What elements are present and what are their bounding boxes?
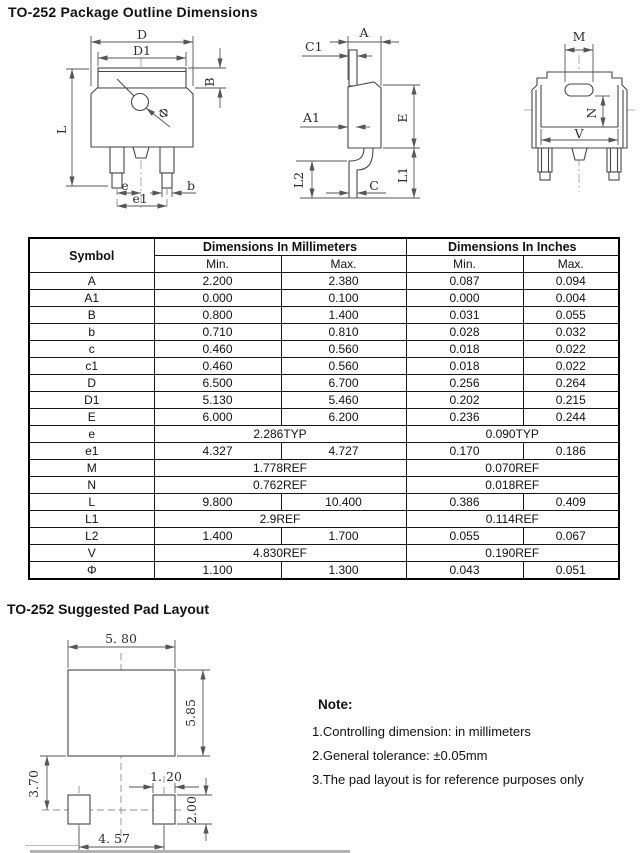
- table-cell: 0.032: [523, 324, 619, 341]
- table-cell: 0.051: [523, 562, 619, 580]
- table-row: [29, 528, 619, 545]
- table-cell: 0.018: [406, 358, 523, 375]
- table-cell: E: [29, 409, 154, 426]
- back-label-M: M: [572, 29, 586, 44]
- table-cell: 0.460: [154, 358, 281, 375]
- table-row: [29, 409, 619, 426]
- table-row: [29, 477, 619, 494]
- header-inch-group: Dimensions In Inches: [406, 238, 619, 256]
- side-label-L2: L2: [291, 171, 306, 189]
- table-row: [29, 562, 619, 580]
- side-label-C1: C1: [305, 39, 323, 54]
- table-cell: D: [29, 375, 154, 392]
- table-cell: 0.202: [406, 392, 523, 409]
- table-cell: e1: [29, 443, 154, 460]
- table-cell: 6.500: [154, 375, 281, 392]
- table-header-row: [29, 238, 619, 256]
- table-cell: 0.256: [406, 375, 523, 392]
- back-view-drawing: [524, 29, 636, 192]
- table-cell: D1: [29, 392, 154, 409]
- table-cell: 1.400: [281, 307, 406, 324]
- table-cell: 0.000: [406, 290, 523, 307]
- table-cell: M: [29, 460, 154, 477]
- table-cell: 4.327: [154, 443, 281, 460]
- table-cell: 0.560: [281, 341, 406, 358]
- table-row: [29, 358, 619, 375]
- table-cell: 2.200: [154, 273, 281, 290]
- side-view-drawing: [291, 25, 420, 198]
- table-cell: c1: [29, 358, 154, 375]
- note-item: 2.General tolerance: ±0.05mm: [312, 748, 488, 763]
- side-label-L1: L1: [395, 166, 410, 184]
- table-cell: 0.236: [406, 409, 523, 426]
- table-cell: 4.727: [281, 443, 406, 460]
- table-cell: 6.200: [281, 409, 406, 426]
- cropped-extension-line: [25, 845, 78, 846]
- table-cell: 0.087: [406, 273, 523, 290]
- table-row: [29, 545, 619, 562]
- table-cell: 0.710: [154, 324, 281, 341]
- pad-layout-title: TO-252 Suggested Pad Layout: [7, 601, 210, 617]
- table-row: [29, 443, 619, 460]
- table-cell: 0.094: [523, 273, 619, 290]
- table-cell: 0.018: [406, 341, 523, 358]
- table-row: [29, 290, 619, 307]
- table-cell: A: [29, 273, 154, 290]
- table-cell: 0.386: [406, 494, 523, 511]
- table-cell: 0.055: [406, 528, 523, 545]
- table-cell: L: [29, 494, 154, 511]
- table-cell: V: [29, 545, 154, 562]
- front-label-L: L: [54, 125, 69, 135]
- table-cell: 0.215: [523, 392, 619, 409]
- note-item: 3.The pad layout is for reference purposes only: [312, 772, 584, 787]
- table-cell: 1.778REF: [154, 460, 406, 477]
- table-cell: 0.070REF: [406, 460, 619, 477]
- table-row: [29, 375, 619, 392]
- pad-label-height: 5.85: [183, 699, 198, 727]
- table-cell: 0.022: [523, 341, 619, 358]
- header-in-min: Min.: [406, 256, 523, 273]
- table-cell: 0.170: [406, 443, 523, 460]
- table-cell: 0.000: [154, 290, 281, 307]
- table-cell: 1.700: [281, 528, 406, 545]
- table-row: [29, 392, 619, 409]
- table-row: [29, 307, 619, 324]
- table-cell: 5.460: [281, 392, 406, 409]
- table-cell: 6.000: [154, 409, 281, 426]
- page-title: TO-252 Package Outline Dimensions: [8, 4, 258, 20]
- table-cell: 0.100: [281, 290, 406, 307]
- front-label-B: B: [202, 77, 217, 87]
- pad-label-pitch: 4. 57: [98, 831, 130, 846]
- front-label-D: D: [136, 27, 148, 42]
- table-cell: b: [29, 324, 154, 341]
- header-mm-max: Max.: [281, 256, 406, 273]
- side-label-A: A: [359, 25, 369, 40]
- front-label-e1: e1: [132, 191, 148, 206]
- table-cell: 0.244: [523, 409, 619, 426]
- table-cell: 0.114REF: [406, 511, 619, 528]
- table-cell: 0.022: [523, 358, 619, 375]
- side-label-C: C: [369, 178, 379, 193]
- table-cell: 4.830REF: [154, 545, 406, 562]
- front-label-b: b: [186, 178, 196, 193]
- table-cell: 2.9REF: [154, 511, 406, 528]
- side-label-E: E: [395, 113, 410, 123]
- table-cell: c: [29, 341, 154, 358]
- pad-label-pad-width: 1. 20: [150, 769, 182, 784]
- table-cell: B: [29, 307, 154, 324]
- note-item: 1.Controlling dimension: in millimeters: [312, 724, 531, 739]
- table-row: [29, 273, 619, 290]
- table-cell: 0.810: [281, 324, 406, 341]
- table-cell: 0.190REF: [406, 545, 619, 562]
- table-cell: 0.762REF: [154, 477, 406, 494]
- notes-block: [312, 697, 584, 797]
- table-cell: 1.300: [281, 562, 406, 580]
- table-row: [29, 494, 619, 511]
- side-label-A1: A1: [303, 110, 320, 125]
- table-cell: 0.067: [523, 528, 619, 545]
- header-in-max: Max.: [523, 256, 619, 273]
- table-cell: Φ: [29, 562, 154, 580]
- table-cell: 0.031: [406, 307, 523, 324]
- table-cell: L1: [29, 511, 154, 528]
- table-cell: e: [29, 426, 154, 443]
- table-row: [29, 511, 619, 528]
- package-outline-drawing: [0, 0, 642, 235]
- pad-label-pad-height: 2.00: [184, 796, 199, 824]
- table-cell: 0.043: [406, 562, 523, 580]
- table-row: [29, 426, 619, 443]
- table-cell: L2: [29, 528, 154, 545]
- front-label-phi: Φ: [154, 104, 173, 122]
- table-cell: 0.800: [154, 307, 281, 324]
- table-cell: 0.055: [523, 307, 619, 324]
- dimension-table-body: [29, 273, 619, 580]
- table-cell: 2.380: [281, 273, 406, 290]
- table-cell: 0.004: [523, 290, 619, 307]
- back-label-V: V: [574, 126, 584, 141]
- table-cell: 6.700: [281, 375, 406, 392]
- table-cell: 0.560: [281, 358, 406, 375]
- table-cell: 5.130: [154, 392, 281, 409]
- table-cell: 0.018REF: [406, 477, 619, 494]
- table-cell: 0.186: [523, 443, 619, 460]
- header-mm-min: Min.: [154, 256, 281, 273]
- table-cell: N: [29, 477, 154, 494]
- table-cell: 0.090TYP: [406, 426, 619, 443]
- table-cell: 0.409: [523, 494, 619, 511]
- notes-heading: Note:: [318, 697, 353, 712]
- table-cell: 9.800: [154, 494, 281, 511]
- front-view-drawing: [54, 27, 226, 210]
- table-cell: 1.400: [154, 528, 281, 545]
- pad-label-top-width: 5. 80: [105, 631, 137, 646]
- dimensions-table: [28, 237, 620, 580]
- table-cell: 1.100: [154, 562, 281, 580]
- table-row: [29, 341, 619, 358]
- back-label-N: N: [584, 107, 599, 119]
- header-mm-group: Dimensions In Millimeters: [154, 238, 406, 256]
- table-cell: 2.286TYP: [154, 426, 406, 443]
- table-row: [29, 324, 619, 341]
- table-cell: 0.028: [406, 324, 523, 341]
- table-cell: 10.400: [281, 494, 406, 511]
- front-label-e: e: [121, 178, 129, 193]
- table-cell: 0.264: [523, 375, 619, 392]
- table-row: [29, 460, 619, 477]
- pad-label-gap: 3.70: [26, 770, 41, 798]
- front-label-D1: D1: [133, 43, 151, 58]
- table-cell: 0.460: [154, 341, 281, 358]
- header-symbol: Symbol: [29, 238, 154, 273]
- table-cell: A1: [29, 290, 154, 307]
